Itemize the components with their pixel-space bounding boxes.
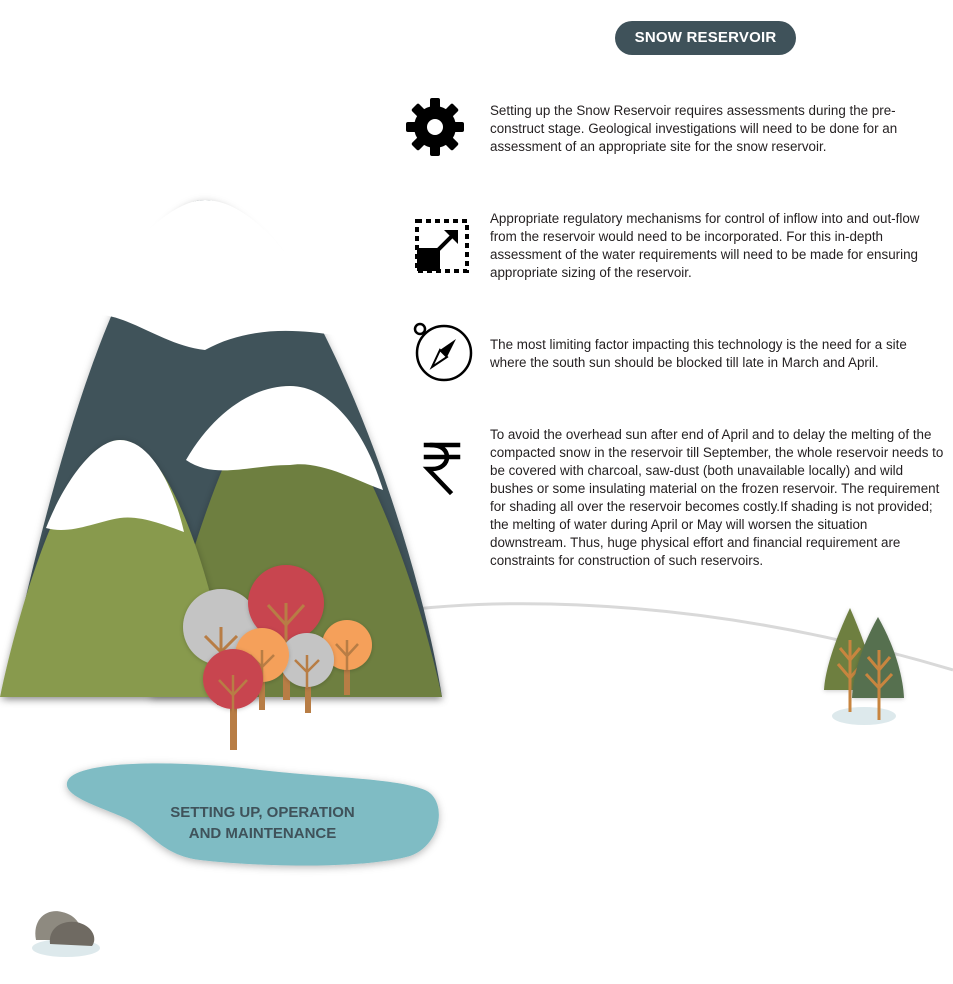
rocks (32, 911, 100, 957)
section-title-badge (615, 21, 796, 55)
gear-icon (405, 97, 465, 157)
pond-label-line2: AND MAINTENANCE (188, 825, 337, 842)
pine-trees (824, 608, 904, 725)
resize-icon (414, 218, 470, 274)
pond-label-line1: SETTING UP, OPERATION (170, 804, 355, 821)
rupee-icon (422, 440, 462, 496)
item-text-site-assessment: Setting up the Snow Reservoir requires assessments during the pre-construct stage. Geological investigations will need to be done for an assessment of an appropriate site for the snow reservoir. (490, 103, 898, 154)
compass-icon (410, 320, 474, 384)
item-text-shading-cost: To avoid the overhead sun after end of April and to delay the melting of the compacted snow in the reservoir till September, the whole reservoir needs to be covered with charcoal, saw-dust (both unavailable locally) and wild bushes or some insulating material on the frozen reservoir. The requirement for shading all over the reservoir becomes costly.If shading is not provided; the melting of water during April or May will worsen the situation downstream. Thus, huge physical effort and financial requirement are constraints for construction of such reservoirs. (490, 427, 944, 568)
item-text-regulatory: Appropriate regulatory mechanisms for control of inflow into and out-flow from the reservoir would need to be incorporated. For this in-depth assessment of the water requirements will need to be made for ensuring appropriate sizing of the reservoir. (490, 211, 920, 280)
tree-grey-small (280, 633, 334, 713)
tree-red-small (203, 649, 263, 750)
pond-label (150, 802, 375, 844)
item-text-limiting-factor: The most limiting factor impacting this technology is the need for a site where the south sun should be blocked till late in March and April. (490, 337, 907, 370)
section-title: SNOW RESERVOIR (634, 29, 777, 46)
